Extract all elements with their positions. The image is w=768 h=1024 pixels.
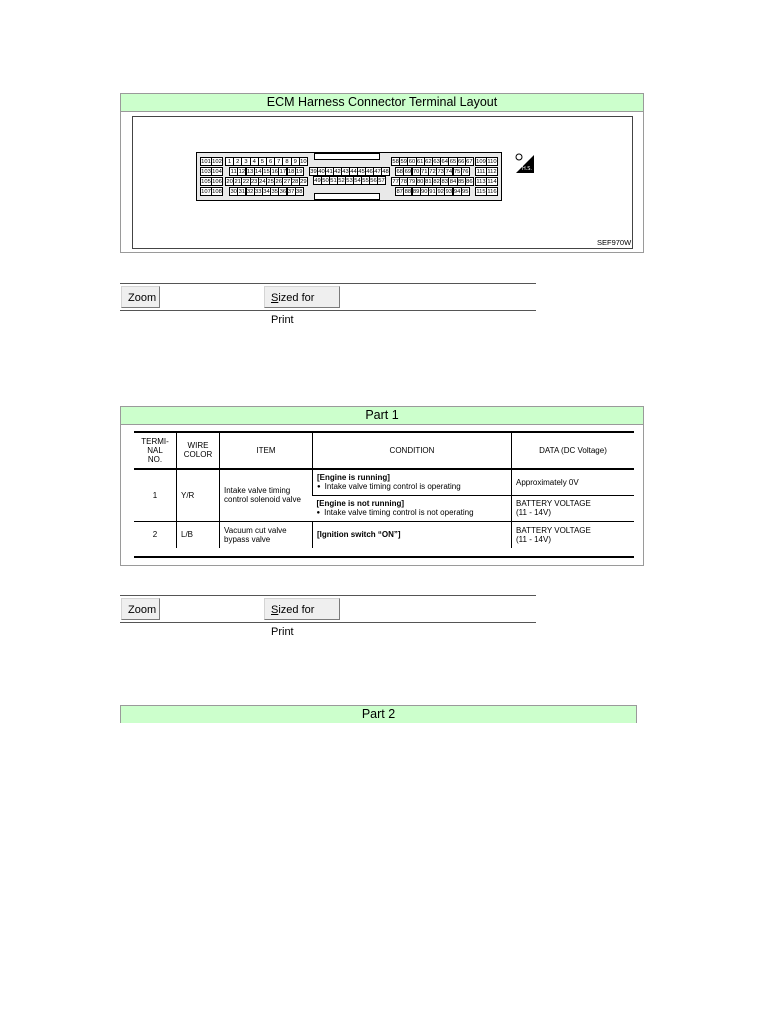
terminal-56: 56	[370, 178, 377, 184]
data-cell: BATTERY VOLTAGE (11 - 14V)	[512, 521, 635, 548]
terminal-73: 73	[437, 169, 444, 175]
terminal-69: 69	[404, 169, 412, 175]
terminal-59: 59	[400, 159, 407, 165]
terminal-40: 40	[318, 169, 325, 175]
terminal-43: 43	[342, 169, 349, 175]
terminal-58: 58	[392, 159, 399, 165]
terminal-57: 57	[378, 178, 385, 184]
terminal-spec-table	[134, 432, 634, 548]
part2-panel	[120, 705, 637, 723]
terminal-104: 104	[212, 169, 222, 175]
terminal-27: 27	[283, 179, 291, 185]
connector-top-tab	[314, 153, 380, 160]
terminal-31: 31	[238, 189, 246, 195]
table-row	[134, 521, 634, 548]
terminal-81: 81	[425, 179, 432, 185]
terminal-74: 74	[445, 169, 453, 175]
header-data: DATA (DC Voltage)	[512, 432, 635, 469]
hs-badge-icon	[514, 151, 534, 173]
terminal-71: 71	[421, 169, 428, 175]
terminal-112: 112	[487, 169, 497, 175]
print-label: ized for Print	[271, 292, 315, 326]
terminal-111: 111	[476, 169, 486, 175]
header-item: ITEM	[220, 432, 313, 469]
terminal-89: 89	[412, 189, 420, 195]
print-accesskey: S	[271, 292, 279, 304]
terminal-109: 109	[476, 159, 486, 165]
terminal-3: 3	[241, 157, 250, 166]
terminal-88: 88	[404, 189, 412, 195]
condition-cell	[313, 495, 512, 521]
badge-text: H.S.	[521, 166, 533, 172]
terminal-64: 64	[441, 159, 448, 165]
terminal-61: 61	[416, 159, 424, 165]
terminal-28: 28	[291, 179, 299, 185]
terminal-76: 76	[462, 169, 469, 175]
item-cell: Vacuum cut valve bypass valve	[220, 521, 313, 548]
condition-title: [Ignition switch “ON”]	[317, 530, 401, 540]
terminal-108: 108	[212, 189, 222, 195]
sized-for-print-button[interactable]	[264, 598, 340, 638]
data-cell: Approximately 0V	[512, 469, 635, 495]
terminal-cell: 1	[134, 469, 177, 521]
terminal-30: 30	[230, 189, 237, 195]
terminal-13: 13	[246, 169, 254, 175]
terminal-cell: 2	[134, 521, 177, 548]
zoom-button[interactable]: Zoom	[121, 286, 160, 308]
terminal-72: 72	[429, 169, 436, 175]
condition-title: [Engine is not running]	[316, 499, 405, 508]
terminal-52: 52	[338, 178, 345, 184]
terminal-20: 20	[226, 179, 233, 185]
terminal-6: 6	[266, 157, 275, 166]
terminal-92: 92	[437, 189, 444, 195]
terminal-5: 5	[258, 157, 267, 166]
terminal-23: 23	[250, 179, 258, 185]
terminal-54: 54	[354, 178, 361, 184]
wire-color-cell: Y/R	[177, 469, 220, 521]
table-bottom-rule	[134, 556, 634, 558]
table-header-row	[134, 432, 634, 469]
terminal-84: 84	[449, 179, 457, 185]
terminal-62: 62	[425, 159, 432, 165]
toolbar-ecm	[120, 283, 536, 326]
terminal-103: 103	[201, 169, 211, 175]
print-accesskey: S	[271, 604, 279, 616]
terminal-78: 78	[400, 179, 407, 185]
terminal-49: 49	[314, 178, 321, 184]
zoom-button[interactable]: Zoom	[121, 598, 160, 620]
terminal-82: 82	[433, 179, 440, 185]
terminal-107: 107	[201, 189, 211, 195]
terminal-83: 83	[441, 179, 448, 185]
item-cell: Intake valve timing control solenoid valve	[220, 469, 313, 521]
terminal-114: 114	[487, 179, 497, 185]
terminal-106: 106	[212, 179, 222, 185]
wire-color-cell: L/B	[177, 521, 220, 548]
terminal-113: 113	[476, 179, 486, 185]
terminal-102: 102	[212, 159, 222, 165]
terminal-60: 60	[408, 159, 416, 165]
terminal-34: 34	[263, 189, 270, 195]
print-label: ized for Print	[271, 604, 315, 638]
terminal-4: 4	[250, 157, 259, 166]
connector-bottom-tab	[314, 193, 380, 200]
terminal-55: 55	[362, 178, 369, 184]
terminal-26: 26	[275, 179, 282, 185]
terminal-93: 93	[445, 189, 453, 195]
terminal-17: 17	[279, 169, 287, 175]
terminal-75: 75	[453, 169, 461, 175]
terminal-85: 85	[457, 179, 465, 185]
part2-title: Part 2	[121, 706, 636, 723]
terminal-10: 10	[300, 159, 307, 165]
terminal-94: 94	[453, 189, 461, 195]
part1-title: Part 1	[121, 407, 643, 425]
header-terminal: TERMI- NAL NO.	[134, 432, 177, 469]
terminal-46: 46	[366, 169, 373, 175]
terminal-86: 86	[466, 179, 473, 185]
terminal-95: 95	[462, 189, 469, 195]
terminal-45: 45	[358, 169, 365, 175]
terminal-14: 14	[255, 169, 262, 175]
toolbar-part1	[120, 595, 536, 638]
condition-cell	[313, 521, 512, 548]
terminal-44: 44	[350, 169, 357, 175]
terminal-32: 32	[246, 189, 254, 195]
terminal-16: 16	[271, 169, 278, 175]
header-wire-color: WIRE COLOR	[177, 432, 220, 469]
terminal-116: 116	[487, 189, 497, 195]
terminal-12: 12	[238, 169, 246, 175]
terminal-47: 47	[374, 169, 381, 175]
figure-code: SEF970W	[597, 238, 632, 247]
terminal-7: 7	[274, 157, 283, 166]
terminal-91: 91	[429, 189, 436, 195]
terminal-2: 2	[233, 157, 242, 166]
terminal-50: 50	[322, 178, 329, 184]
terminal-87: 87	[396, 189, 403, 195]
terminal-22: 22	[242, 179, 250, 185]
terminal-33: 33	[255, 189, 262, 195]
header-condition: CONDITION	[313, 432, 512, 469]
terminal-105: 105	[201, 179, 211, 185]
terminal-110: 110	[487, 159, 497, 165]
terminal-51: 51	[330, 178, 337, 184]
terminal-21: 21	[234, 179, 241, 185]
terminal-8: 8	[282, 157, 291, 166]
terminal-36: 36	[279, 189, 287, 195]
terminal-63: 63	[433, 159, 440, 165]
ecm-layout-title: ECM Harness Connector Terminal Layout	[121, 94, 643, 112]
terminal-37: 37	[287, 189, 295, 195]
terminal-65: 65	[449, 159, 457, 165]
terminal-66: 66	[457, 159, 465, 165]
terminal-39: 39	[310, 169, 317, 175]
terminal-70: 70	[412, 169, 420, 175]
terminal-77: 77	[392, 179, 399, 185]
terminal-115: 115	[476, 189, 486, 195]
terminal-11: 11	[230, 169, 237, 175]
terminal-90: 90	[421, 189, 428, 195]
terminal-25: 25	[267, 179, 274, 185]
terminal-29: 29	[300, 179, 307, 185]
sized-for-print-button[interactable]	[264, 286, 340, 326]
terminal-42: 42	[334, 169, 341, 175]
terminal-53: 53	[346, 178, 353, 184]
terminal-101: 101	[201, 159, 211, 165]
terminal-41: 41	[326, 169, 333, 175]
condition-cell	[313, 469, 512, 495]
data-cell: BATTERY VOLTAGE (11 - 14V)	[512, 495, 635, 521]
terminal-1: 1	[225, 157, 234, 166]
terminal-18: 18	[287, 169, 295, 175]
condition-title: [Engine is running]	[317, 473, 390, 483]
condition-detail: ● Intake valve timing control is operating	[317, 482, 507, 491]
terminal-38: 38	[296, 189, 303, 195]
terminal-48: 48	[382, 169, 389, 175]
terminal-15: 15	[263, 169, 270, 175]
terminal-19: 19	[296, 169, 303, 175]
terminal-67: 67	[466, 159, 473, 165]
table-row	[134, 469, 634, 495]
terminal-35: 35	[271, 189, 278, 195]
terminal-68: 68	[396, 169, 403, 175]
terminal-24: 24	[259, 179, 266, 185]
terminal-9: 9	[291, 157, 300, 166]
condition-detail: ● Intake valve timing control is not operating	[317, 508, 508, 517]
terminal-79: 79	[408, 179, 416, 185]
terminal-80: 80	[416, 179, 424, 185]
